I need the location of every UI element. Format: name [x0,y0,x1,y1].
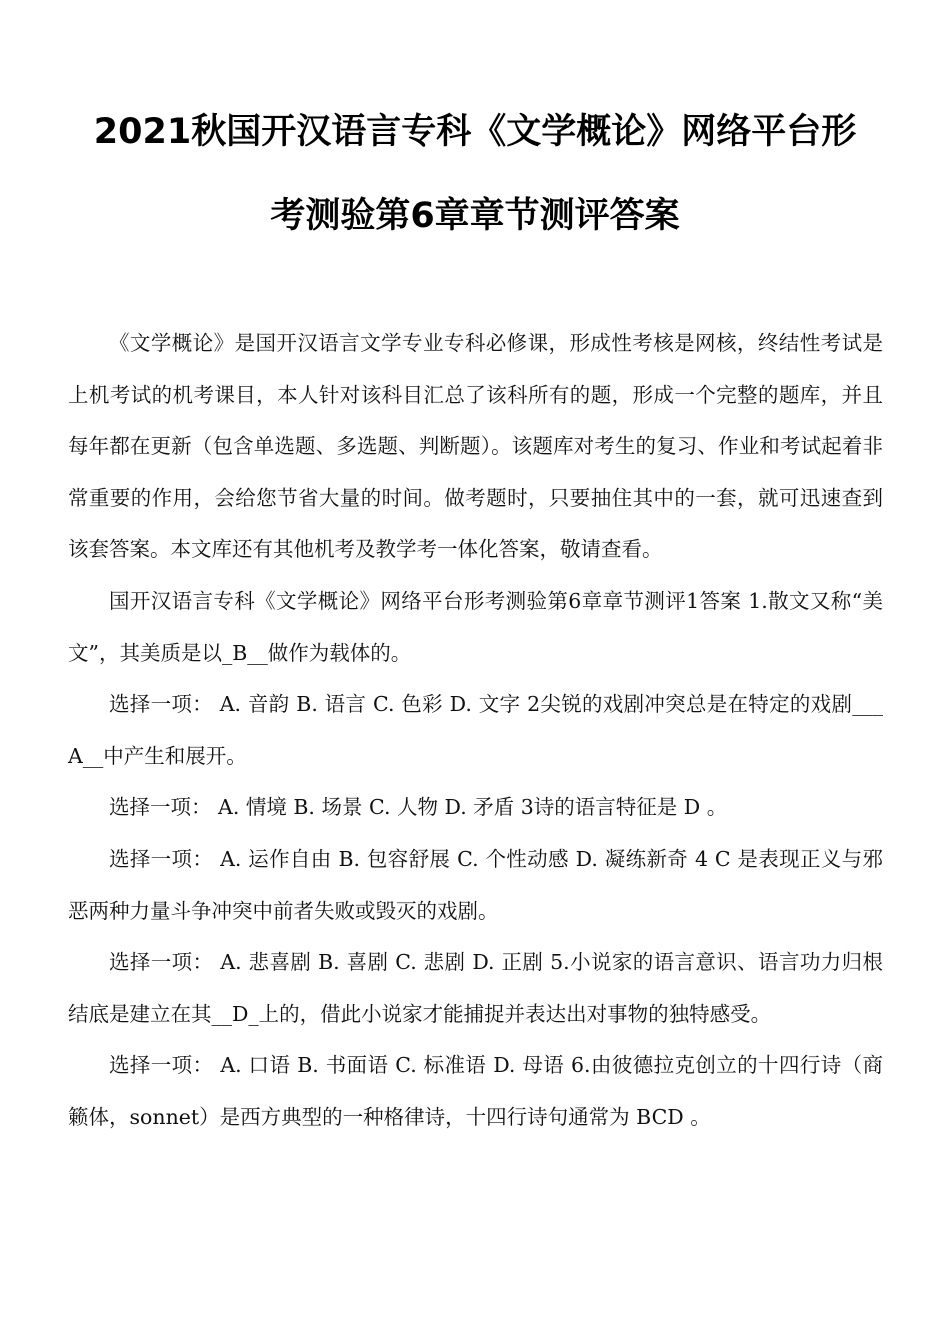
question-paragraph-6: 选择一项： A. 口语 B. 书面语 C. 标准语 D. 母语 6.由彼德拉克创立的十四行诗（商籁体，sonnet）是西方典型的一种格律诗，十四行诗句通常为 BCD 。 [68,1053,883,1129]
question-paragraph-4: 选择一项： A. 运作自由 B. 包容舒展 C. 个性动感 D. 凝练新奇 4 C 是表现正义与邪恶两种力量斗争冲突中前者失败或毁灭的戏剧。 [68,846,883,923]
document-title-line-2: 考测验第6章章节测评答案 [270,196,680,236]
question-paragraph-1: 国开汉语言专科《文学概论》网络平台形考测验第6章章节测评1答案 1.散文又称“美文”，其美质是以_B__做作为载体的。 [68,588,883,665]
question-paragraph-3: 选择一项： A. 情境 B. 场景 C. 人物 D. 矛盾 3诗的语言特征是 D 。 [109,795,728,820]
intro-paragraph: 《文学概论》是国开汉语言文学专业专科必修课，形成性考核是网核，终结性考试是上机考试的机考课目，本人针对该科目汇总了该科所有的题，形成一个完整的题库，并且每年都在更新（包含单选题、多选题、判断题）。该题库对考生的复习、作业和考试起着非常重要的作用，会给您节省大量的时间。做考题时，只要抽住其中的一套，就可迅速查到该套答案。本文库还有其他机考及教学考一体化答案，敬请查看。 [68,331,883,562]
document-title-line-1: 2021秋国开汉语言专科《文学概论》网络平台形 [93,112,857,152]
document-body [68,318,883,1144]
question-paragraph-5: 选择一项： A. 悲喜剧 B. 喜剧 C. 悲剧 D. 正剧 5.小说家的语言意识、语言功力归根结底是建立在其__D_上的，借此小说家才能捕捉并表达出对事物的独特感受。 [68,950,883,1026]
question-paragraph-2: 选择一项： A. 音韵 B. 语言 C. 色彩 D. 文字 2尖锐的戏剧冲突总是在特定的戏剧___A__中产生和展开。 [68,692,883,768]
